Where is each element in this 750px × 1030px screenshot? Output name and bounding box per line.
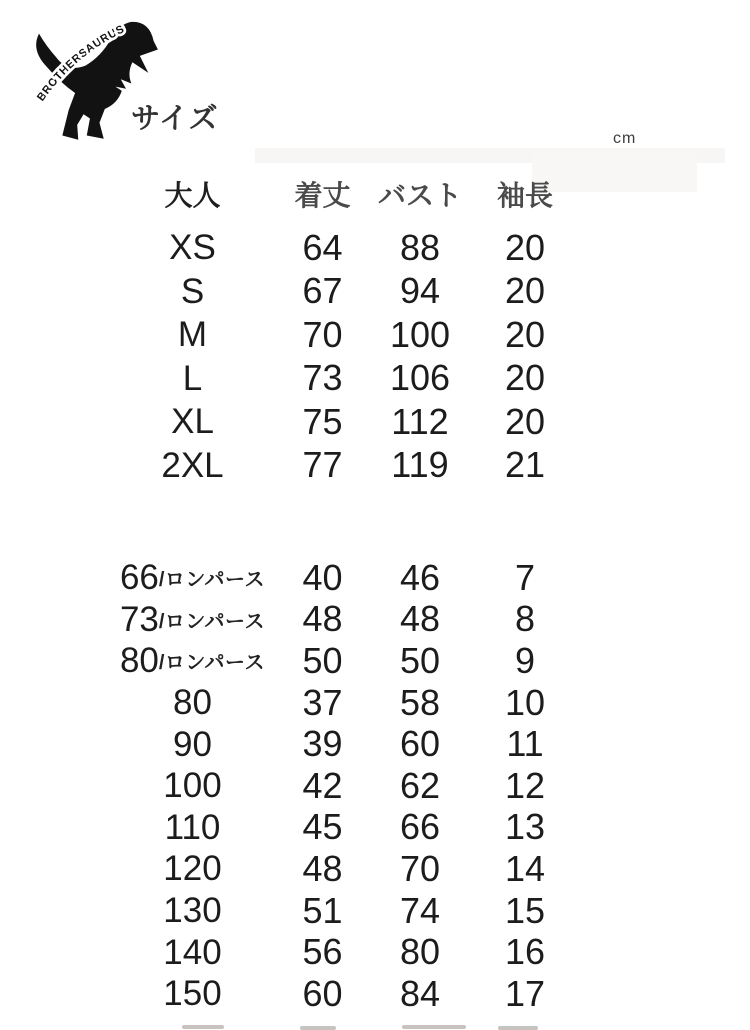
sleeve-cell: 9 (514, 639, 536, 681)
length-cell: 67 (302, 270, 343, 312)
length-cell: 40 (302, 556, 343, 598)
size-number: 80 (119, 641, 159, 681)
table-row (105, 931, 575, 973)
bust-cell: 88 (399, 226, 441, 268)
column-header-bust: バスト (377, 179, 462, 211)
clipped-next-row (498, 1026, 538, 1030)
table-row (105, 313, 575, 357)
length-cell: 50 (302, 639, 343, 681)
sleeve-cell: 12 (504, 764, 546, 806)
length-cell: 73 (302, 357, 343, 399)
sleeve-cell: 20 (504, 226, 546, 268)
romper-suffix: /ロンパース (158, 610, 266, 633)
size-cell: S (180, 271, 205, 311)
sleeve-cell: 13 (504, 806, 546, 848)
size-number: 73 (119, 599, 159, 639)
length-cell: 70 (302, 313, 343, 355)
size-cell (105, 766, 280, 806)
sleeve-cell: 15 (504, 889, 546, 931)
sleeve-cell: 20 (504, 357, 546, 399)
length-cell: 37 (302, 681, 343, 723)
sleeve-cell: 14 (504, 847, 546, 889)
clipped-next-row (402, 1025, 466, 1029)
table-row (105, 765, 575, 807)
bust-cell: 62 (399, 764, 441, 806)
size-number: 110 (164, 807, 221, 847)
size-cell: 2XL (161, 445, 224, 485)
clipped-next-row (182, 1025, 224, 1029)
table-row (105, 848, 575, 890)
sleeve-cell: 11 (506, 723, 544, 765)
bust-cell: 112 (391, 400, 449, 442)
table-row (105, 973, 575, 1015)
romper-suffix: /ロンパース (158, 569, 266, 592)
table-header (105, 172, 575, 215)
brand-name-text: BROTHERSAURUS (35, 23, 127, 104)
size-number: 140 (163, 932, 222, 972)
length-cell: 39 (302, 723, 343, 765)
table-row (105, 723, 575, 765)
length-cell: 42 (302, 764, 343, 806)
size-number: 66 (119, 558, 159, 598)
sleeve-cell: 20 (504, 313, 546, 355)
size-cell: M (177, 315, 208, 355)
table-row (105, 226, 575, 270)
sleeve-cell: 20 (504, 400, 546, 442)
table-row (105, 682, 575, 724)
sleeve-cell: 7 (514, 556, 536, 598)
length-cell: 56 (302, 931, 343, 973)
table-row (105, 270, 575, 314)
page-title: サイズ (131, 103, 219, 135)
table-row (105, 890, 575, 932)
size-number: 90 (173, 724, 212, 764)
sleeve-cell: 10 (504, 681, 546, 723)
bust-cell: 80 (399, 931, 441, 973)
size-cell (105, 891, 280, 931)
size-cell (105, 932, 280, 972)
sleeve-cell: 16 (504, 931, 546, 973)
bust-cell: 70 (399, 847, 441, 889)
table-row (105, 557, 575, 599)
size-cell: L (182, 358, 203, 398)
size-number: 80 (173, 683, 212, 723)
column-header-length: 着丈 (294, 179, 351, 211)
column-header-sleeve: 袖長 (496, 179, 553, 211)
length-cell: 64 (302, 226, 343, 268)
unit-label: cm (613, 130, 637, 147)
length-cell: 48 (302, 598, 343, 640)
size-cell: XS (169, 228, 216, 268)
table-row (105, 807, 575, 849)
bust-cell: 94 (399, 270, 441, 312)
adult-size-table (105, 226, 575, 487)
length-cell: 48 (302, 847, 343, 889)
bust-cell: 74 (399, 889, 441, 931)
size-cell (105, 641, 280, 681)
size-number: 120 (163, 849, 222, 889)
length-cell: 60 (302, 972, 343, 1014)
bust-cell: 100 (389, 313, 451, 355)
sleeve-cell: 8 (514, 598, 536, 640)
sleeve-cell: 21 (504, 444, 546, 486)
length-cell: 75 (302, 400, 343, 442)
table-row (105, 599, 575, 641)
bust-cell: 50 (399, 639, 441, 681)
size-cell (105, 807, 280, 847)
size-cell (105, 849, 280, 889)
column-header-adult: 大人 (164, 179, 221, 211)
table-row (105, 400, 575, 444)
kids-size-table (105, 557, 575, 1015)
romper-suffix: /ロンパース (158, 652, 266, 675)
size-cell (105, 724, 280, 764)
table-row (105, 357, 575, 401)
bust-cell: 66 (399, 806, 441, 848)
size-cell (105, 599, 280, 639)
size-number: 100 (163, 766, 222, 806)
sleeve-cell: 20 (504, 270, 546, 312)
bust-cell: 119 (391, 444, 449, 486)
size-number: 150 (163, 974, 222, 1014)
length-cell: 77 (302, 444, 343, 486)
bust-cell: 106 (389, 357, 451, 399)
size-number: 130 (163, 891, 222, 931)
sleeve-cell: 17 (504, 972, 546, 1014)
length-cell: 51 (302, 889, 343, 931)
size-cell (105, 974, 280, 1014)
bust-cell: 60 (399, 723, 441, 765)
table-row (105, 444, 575, 488)
size-cell (105, 683, 280, 723)
bust-cell: 58 (399, 681, 441, 723)
size-cell (105, 558, 280, 598)
clipped-next-row (300, 1026, 336, 1030)
bust-cell: 46 (399, 556, 441, 598)
bust-cell: 48 (399, 598, 441, 640)
length-cell: 45 (302, 806, 343, 848)
table-row (105, 640, 575, 682)
size-cell: XL (171, 402, 214, 442)
bust-cell: 84 (399, 972, 441, 1014)
